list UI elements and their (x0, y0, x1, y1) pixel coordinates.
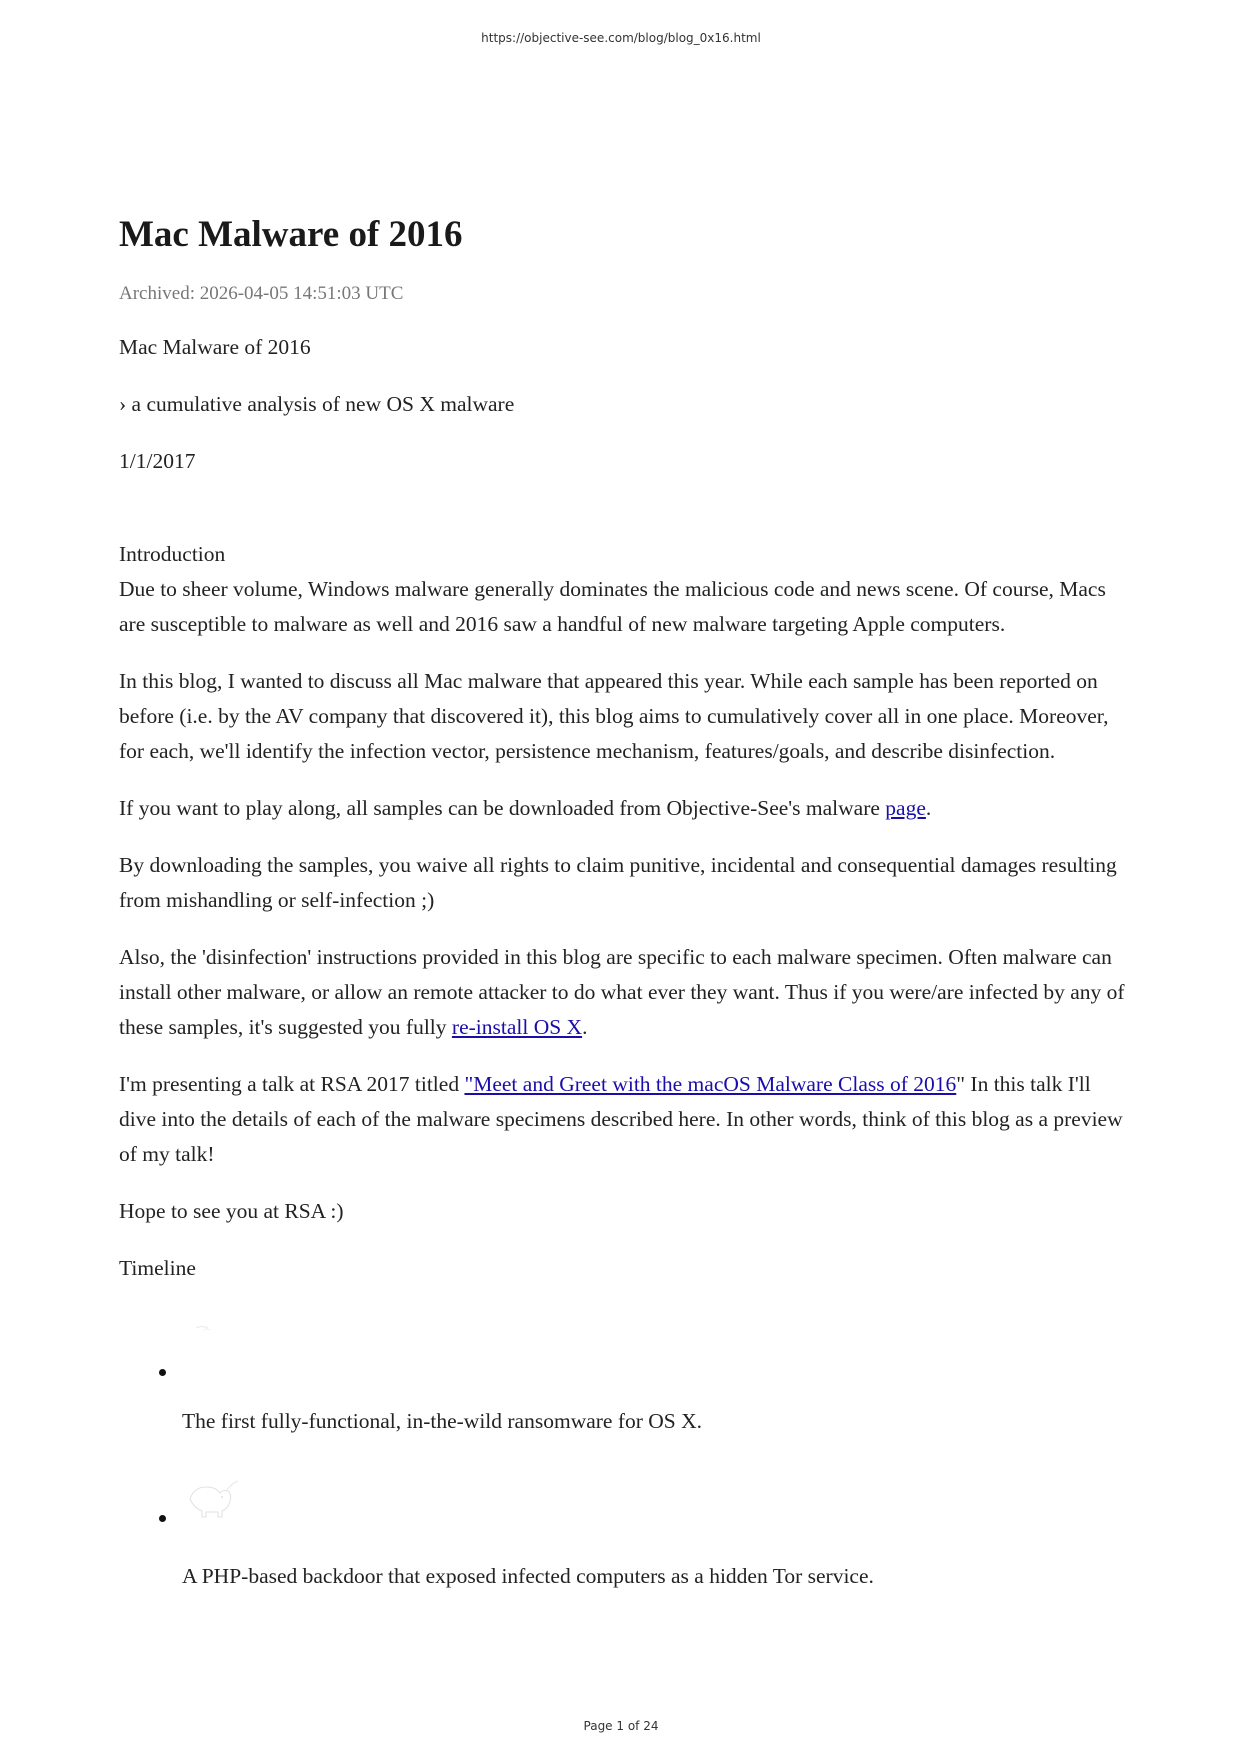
paragraph-rsa-text: I'm presenting a talk at RSA 2017 titled (119, 1072, 465, 1096)
article-date: 1/1/2017 (119, 449, 196, 473)
paragraph-samples-text: If you want to play along, all samples can be downloaded from Objective-See's malware (119, 796, 886, 820)
timeline-item-description: The first fully-functional, in-the-wild ransomware for OS X. (182, 1409, 703, 1433)
paragraph-rsa-end: " In this talk I'll dive into the details of each of the malware specimens described here. In other words, think of this blog as a preview of my talk! (119, 1072, 1123, 1166)
article (119, 206, 1129, 1594)
list-bullet (159, 1369, 166, 1376)
timeline-item (119, 1324, 1129, 1439)
malware-page-link[interactable]: page (885, 796, 926, 820)
rsa-talk-link[interactable]: "Meet and Greet with the macOS Malware Class of 2016 (464, 1072, 957, 1096)
lock-icon[interactable] (182, 1324, 242, 1382)
paragraph-samples (119, 791, 1129, 826)
section-heading-timeline: Timeline (119, 1256, 196, 1280)
page-number: Page 1 of 24 (583, 1719, 659, 1733)
paragraph-samples-end: . (925, 796, 932, 820)
page-title: Mac Malware of 2016 (119, 214, 463, 255)
timeline-list (119, 1324, 1129, 1594)
paragraph-rsa-talk (119, 1067, 1129, 1172)
article-tagline: › a cumulative analysis of new OS X malware (119, 392, 515, 416)
paragraph-see-you: Hope to see you at RSA :) (119, 1199, 344, 1223)
page-url: https://objective-see.com/blog/blog_0x16.html (481, 31, 761, 45)
paragraph-intro: Due to sheer volume, Windows malware generally dominates the malicious code and news scene. Of course, Macs are susceptible to malware as well and 2016 saw a handful of new malware targeting Apple computers. (119, 577, 1106, 636)
elephant-icon[interactable] (182, 1471, 242, 1537)
article-subtitle: Mac Malware of 2016 (119, 335, 311, 359)
list-bullet (159, 1515, 166, 1522)
paragraph-disinfection (119, 940, 1129, 1045)
paragraph-disinfection-end: . (582, 1015, 588, 1039)
timeline-item (119, 1471, 1129, 1594)
paragraph-disinfection-text: Also, the 'disinfection' instructions provided in this blog are specific to each malware specimen. Often malware can install other malware, or allow an remote attacker to do what ever they want. Thus if you were/are infected by any of these samples, it's suggested you fully (119, 945, 1125, 1039)
timeline-item-description: A PHP-based backdoor that exposed infected computers as a hidden Tor service. (182, 1564, 874, 1588)
paragraph-blog-purpose: In this blog, I wanted to discuss all Mac malware that appeared this year. While each sample has been reported on before (i.e. by the AV company that discovered it), this blog aims to cumulatively cover all in one place. Moreover, for each, we'll identify the infection vector, persistence mechanism, features/goals, and describe disinfection. (119, 669, 1109, 763)
reinstall-osx-link[interactable]: re-install OS X (451, 1015, 583, 1039)
paragraph-disclaimer: By downloading the samples, you waive all rights to claim punitive, incidental and consequential damages resulting from mishandling or self-infection ;) (119, 853, 1117, 912)
archived-timestamp: Archived: 2026-04-05 14:51:03 UTC (119, 283, 404, 304)
section-heading-introduction: Introduction (119, 542, 226, 566)
